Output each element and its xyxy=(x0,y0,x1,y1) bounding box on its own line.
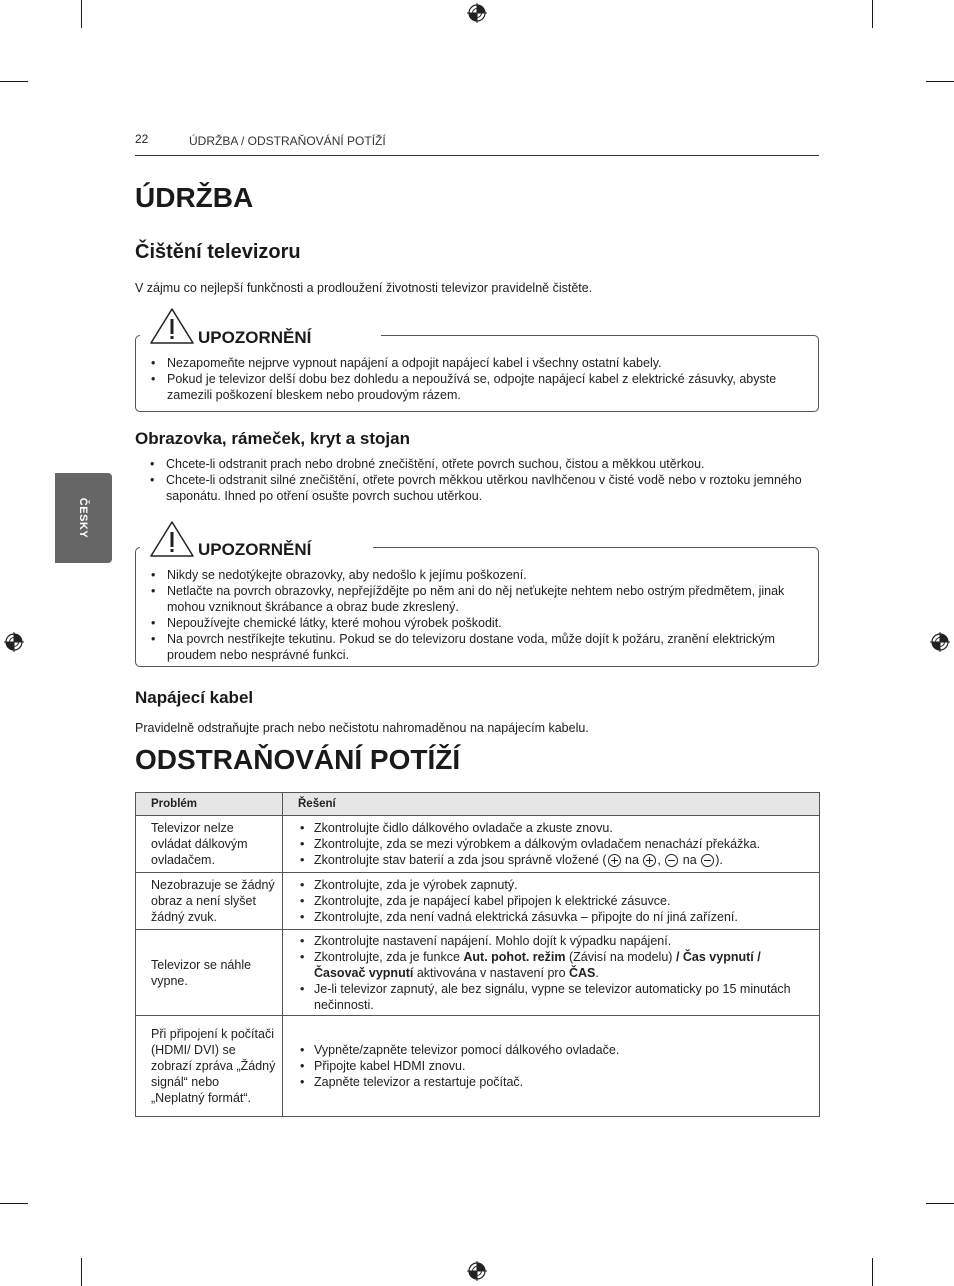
list-item: • Na povrch nestříkejte tekutinu. Pokud se do televizoru dostane voda, může dojít k požáru, zranění elektrickým proudem nebo nesprávné funkci. xyxy=(136,631,806,663)
registration-mark-icon xyxy=(930,632,950,652)
caution-box xyxy=(135,547,819,667)
minus-circle-icon xyxy=(701,854,714,867)
plus-circle-icon xyxy=(608,854,621,867)
solution-text: Zkontrolujte, zda je funkce xyxy=(314,949,464,964)
list-item: • Zkontrolujte, zda není vadná elektrická zásuvka – připojte do ní jiná zařízení. xyxy=(283,909,813,925)
problem-cell: Televizor se náhle vypne. xyxy=(136,930,283,1016)
solution-text: . xyxy=(595,965,599,980)
language-tab-label: ČESKY xyxy=(77,497,90,539)
solution-cell xyxy=(283,816,820,873)
caution-list xyxy=(136,567,806,663)
cleaning-title: Čištění televizoru xyxy=(135,241,301,263)
screen-section-title: Obrazovka, rámeček, kryt a stojan xyxy=(135,429,410,448)
list-item: • Pokud je televizor delší dobu bez dohledu a nepoužívá se, odpojte napájecí kabel z elektrické zásuvky, abyste zamezili poškození bleskem nebo proudovým rázem. xyxy=(136,371,806,403)
list-item: • Nepoužívejte chemické látky, které mohou výrobek poškodit. xyxy=(136,615,806,631)
cable-text: Pravidelně odstraňujte prach nebo nečistotu nahromaděnou na napájecím kabelu. xyxy=(135,721,589,735)
crop-mark xyxy=(926,81,954,82)
troubleshooting-title: ODSTRAŇOVÁNÍ POTÍŽÍ xyxy=(135,744,461,775)
maintenance-title: ÚDRŽBA xyxy=(135,182,254,213)
table-row xyxy=(136,816,820,873)
caution-title: UPOZORNĚNÍ xyxy=(198,540,312,559)
table-header-row xyxy=(136,793,820,816)
solution-cell xyxy=(283,1016,820,1117)
language-tab xyxy=(55,473,112,563)
table-row xyxy=(136,930,820,1016)
registration-mark-icon xyxy=(4,632,24,652)
list-item: • Je-li televizor zapnutý, ale bez signálu, vypne se televizor automaticky po 15 minutách nečinnosti. xyxy=(283,981,813,1013)
list-item: • Zapněte televizor a restartuje počítač. xyxy=(283,1074,813,1090)
solution-cell xyxy=(283,930,820,1016)
registration-mark-icon xyxy=(467,3,487,23)
crop-mark xyxy=(0,81,28,82)
solution-text: aktivována v nastavení pro xyxy=(413,965,569,980)
warning-icon xyxy=(149,520,195,558)
list-item xyxy=(283,852,813,868)
crop-mark xyxy=(81,1258,82,1286)
minus-circle-icon xyxy=(665,854,678,867)
troubleshooting-table xyxy=(135,792,820,1117)
caution-title: UPOZORNĚNÍ xyxy=(198,328,312,347)
problem-cell: Televizor nelze ovládat dálkovým ovladačem. xyxy=(136,816,283,873)
list-item: • Zkontrolujte, zda se mezi výrobkem a dálkovým ovladačem nenachází překážka. xyxy=(283,836,813,852)
list-item: • Netlačte na povrch obrazovky, nepřejíždějte po něm ani do něj neťukejte nehtem nebo ostrým předmětem, jinak mohou vzniknout škrábance a obraz bude zkreslený. xyxy=(136,583,806,615)
list-item: • Zkontrolujte čidlo dálkového ovladače a zkuste znovu. xyxy=(283,820,813,836)
solution-cell xyxy=(283,873,820,930)
solution-text: (Závisí na modelu) xyxy=(565,949,676,964)
list-item: • Připojte kabel HDMI znovu. xyxy=(283,1058,813,1074)
crop-mark xyxy=(0,1203,28,1204)
running-header: ÚDRŽBA / ODSTRAŇOVÁNÍ POTÍŽÍ xyxy=(189,134,386,148)
cleaning-intro: V zájmu co nejlepší funkčnosti a prodloužení životnosti televizor pravidelně čistěte. xyxy=(135,281,593,295)
solution-text-bold: ČAS xyxy=(569,965,596,980)
column-header-problem: Problém xyxy=(136,793,283,816)
solution-text: ). xyxy=(715,853,723,867)
solution-list xyxy=(283,877,813,925)
list-item: • Nikdy se nedotýkejte obrazovky, aby nedošlo k jejímu poškození. xyxy=(136,567,806,583)
solution-list xyxy=(283,1042,813,1090)
problem-cell: Nezobrazuje se žádný obraz a není slyšet žádný zvuk. xyxy=(136,873,283,930)
plus-circle-icon xyxy=(643,854,656,867)
list-item xyxy=(283,949,813,981)
problem-cell: Při připojení k počítači (HDMI/ DVI) se zobrazí zpráva „Žádný signál“ nebo „Neplatný formát“. xyxy=(136,1016,283,1117)
solution-text: Zkontrolujte stav baterií a zda jsou správně vložené ( xyxy=(314,853,607,867)
solution-list xyxy=(283,933,813,1013)
solution-text: , xyxy=(657,853,665,867)
solution-text-bold: Aut. pohot. režim xyxy=(463,949,566,964)
list-item: • Nezapomeňte nejprve vypnout napájení a odpojit napájecí kabel i všechny ostatní kabely. xyxy=(136,355,806,371)
column-header-solution: Řešení xyxy=(283,793,820,816)
crop-mark xyxy=(926,1203,954,1204)
crop-mark xyxy=(872,0,873,28)
list-item: • Vypněte/zapněte televizor pomocí dálkového ovladače. xyxy=(283,1042,813,1058)
list-item: • Zkontrolujte, zda je napájecí kabel připojen k elektrické zásuvce. xyxy=(283,893,813,909)
cable-section-title: Napájecí kabel xyxy=(135,688,254,707)
list-item: • Zkontrolujte, zda je výrobek zapnutý. xyxy=(283,877,813,893)
warning-icon xyxy=(149,307,195,345)
caution-list xyxy=(136,355,806,403)
crop-mark xyxy=(81,0,82,28)
list-item: • Chcete-li odstranit silné znečištění, otřete povrch měkkou utěrkou navlhčenou v čisté vodě nebo v roztoku jemného saponátu. Ihned po otření osušte povrch suchou utěrkou. xyxy=(135,472,805,504)
registration-mark-icon xyxy=(467,1261,487,1281)
solution-text: na xyxy=(679,853,701,867)
list-item: • Zkontrolujte nastavení napájení. Mohlo dojít k výpadku napájení. xyxy=(283,933,813,949)
crop-mark xyxy=(872,1258,873,1286)
table-row xyxy=(136,873,820,930)
solution-text-bold: / Čas vypnutí / Časovač vypnutí xyxy=(314,949,761,980)
solution-list xyxy=(283,820,813,868)
table-row xyxy=(136,1016,820,1117)
solution-text: na xyxy=(621,853,643,867)
header-rule xyxy=(135,155,819,156)
page-number: 22 xyxy=(135,132,149,146)
list-item: • Chcete-li odstranit prach nebo drobné znečištění, otřete povrch suchou, čistou a měkkou utěrkou. xyxy=(135,456,805,472)
screen-list xyxy=(135,456,805,504)
